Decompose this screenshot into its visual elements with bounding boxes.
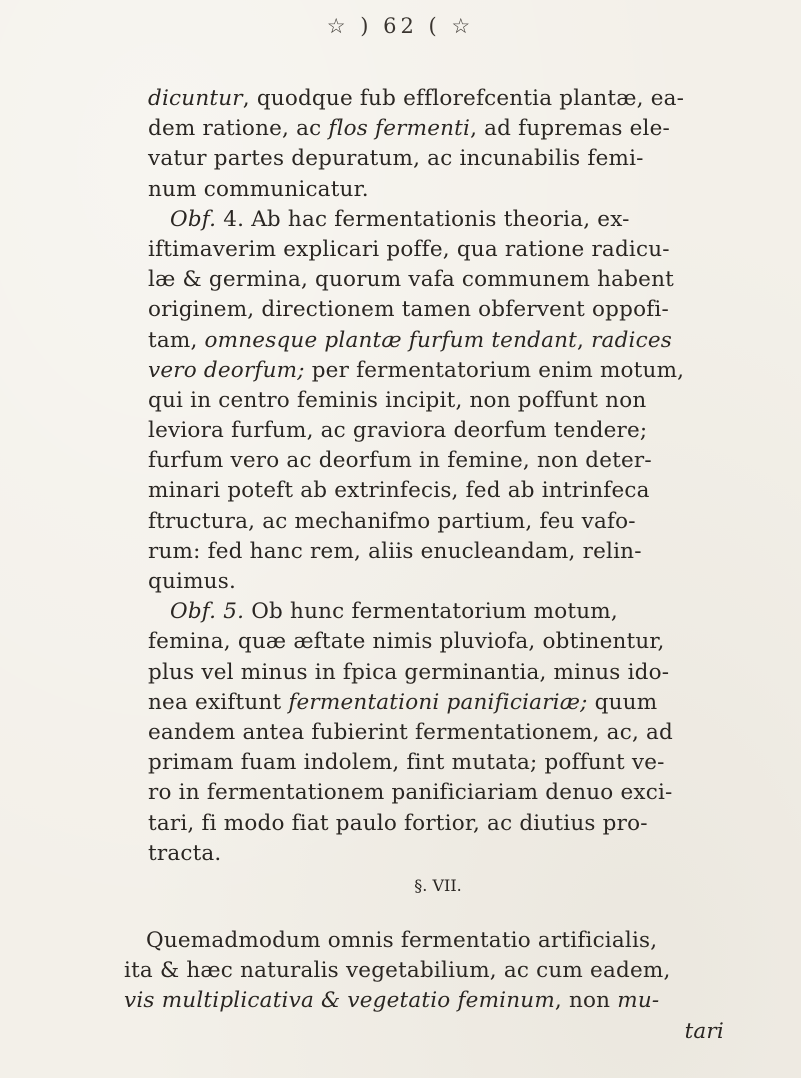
italic-text-run: 5.: [223, 599, 245, 625]
text-run: num communicatur.: [148, 176, 369, 202]
text-run: eandem antea fubierint fermentationem, ac, ad: [148, 719, 673, 745]
text-run: læ & germina, quorum vafa communem habent: [148, 267, 674, 293]
text-line: [148, 507, 708, 537]
text-line: [148, 84, 708, 114]
text-line: [148, 144, 708, 174]
italic-text-run: mu-: [617, 988, 660, 1014]
text-run: femina, quæ æftate nimis pluviofa, obtinentur,: [148, 629, 665, 655]
text-line: [148, 597, 708, 627]
italic-text-run: vis multiplicativa & vegetatio feminum: [124, 988, 555, 1014]
italic-text-run: omnesque plantæ furfum tendant: [204, 327, 577, 353]
text-run: tracta.: [148, 840, 222, 866]
text-run: tari, fi modo fiat paulo fortior, ac diutius pro-: [148, 810, 648, 836]
italic-text-run: Obf.: [170, 206, 217, 232]
text-run: , non: [554, 988, 618, 1014]
text-run: furfum vero ac deorfum in femine, non deter-: [148, 448, 652, 474]
text-run: nea exiftunt: [148, 689, 289, 715]
text-run: ,: [577, 327, 592, 353]
italic-text-run: tari: [684, 1018, 724, 1044]
text-run: primam fuam indolem, fint mutata; poffunt ve-: [148, 750, 665, 776]
text-line: [124, 926, 724, 956]
main-text-block: [148, 84, 708, 869]
text-run: quum: [587, 689, 658, 715]
text-run: qui in centro feminis incipit, non poffunt non: [148, 387, 647, 413]
text-run: , ad fupremas ele-: [470, 116, 671, 142]
italic-text-run: vero deorfum;: [148, 357, 305, 383]
italic-text-run: radices: [591, 327, 673, 353]
text-line: [148, 839, 708, 869]
text-run: quimus.: [148, 569, 236, 594]
lower-text-block: [124, 926, 724, 1047]
text-run: dem ratione, ac: [148, 116, 329, 142]
text-run: plus vel minus in fpica germinantia, minus ido-: [148, 659, 670, 685]
text-line: [148, 265, 708, 295]
text-run: rum: fed hanc rem, aliis enucleandam, relin-: [148, 538, 642, 564]
text-run: ftructura, ac mechanifmo partium, feu vafo-: [148, 508, 636, 534]
text-run: , quodque fub efflorefcentia plantæ, ea-: [242, 86, 685, 111]
text-run: vatur partes depuratum, ac incunabilis femi-: [148, 146, 644, 172]
text-run: 4. Ab hac fermentationis theoria, ex-: [216, 206, 630, 232]
text-line: [148, 295, 708, 325]
text-line: [148, 809, 708, 839]
text-line: [148, 537, 708, 567]
italic-text-run: dicuntur: [148, 86, 243, 111]
text-run: tam,: [148, 327, 205, 353]
text-line: [148, 476, 708, 506]
text-line: [148, 446, 708, 476]
text-line: [148, 235, 708, 265]
italic-text-run: flos fermenti: [328, 116, 471, 142]
text-run: minari poteft ab extrinfecis, fed ab intrinfeca: [148, 478, 650, 504]
text-line: [148, 778, 708, 808]
text-run: Ob hunc fermentatorium motum,: [244, 599, 618, 625]
text-run: ro in fermentationem panificiariam denuo exci-: [148, 780, 673, 806]
text-line: [124, 986, 724, 1016]
italic-text-run: Obf.: [170, 599, 217, 625]
text-line: [148, 688, 708, 718]
text-line: [148, 416, 708, 446]
section-heading: §. VII.: [414, 876, 462, 895]
text-line: [148, 386, 708, 416]
text-line: [148, 748, 708, 778]
italic-text-run: fermentationi panificiariæ;: [288, 689, 588, 715]
text-run: leviora furfum, ac graviora deorfum tendere;: [148, 418, 648, 444]
text-line: [148, 326, 708, 356]
text-line: [148, 356, 708, 386]
text-line: [148, 175, 708, 205]
text-line: [148, 718, 708, 748]
text-run: ita & hæc naturalis vegetabilium, ac cum eadem,: [124, 958, 671, 984]
text-run: Quemadmodum omnis fermentatio artificialis,: [146, 928, 658, 953]
text-line: [148, 658, 708, 688]
text-run: per fermentatorium enim motum,: [304, 357, 685, 383]
text-line: [148, 567, 708, 597]
text-line: [124, 1017, 724, 1047]
text-line: [124, 956, 724, 986]
page-header: ☆ ) 62 ( ☆: [326, 14, 475, 38]
text-line: [148, 627, 708, 657]
text-line: [148, 205, 708, 235]
text-line: [148, 114, 708, 144]
text-run: iftimaverim explicari poffe, qua ratione radicu-: [148, 236, 670, 262]
text-run: originem, directionem tamen obfervent oppofi-: [148, 297, 669, 323]
